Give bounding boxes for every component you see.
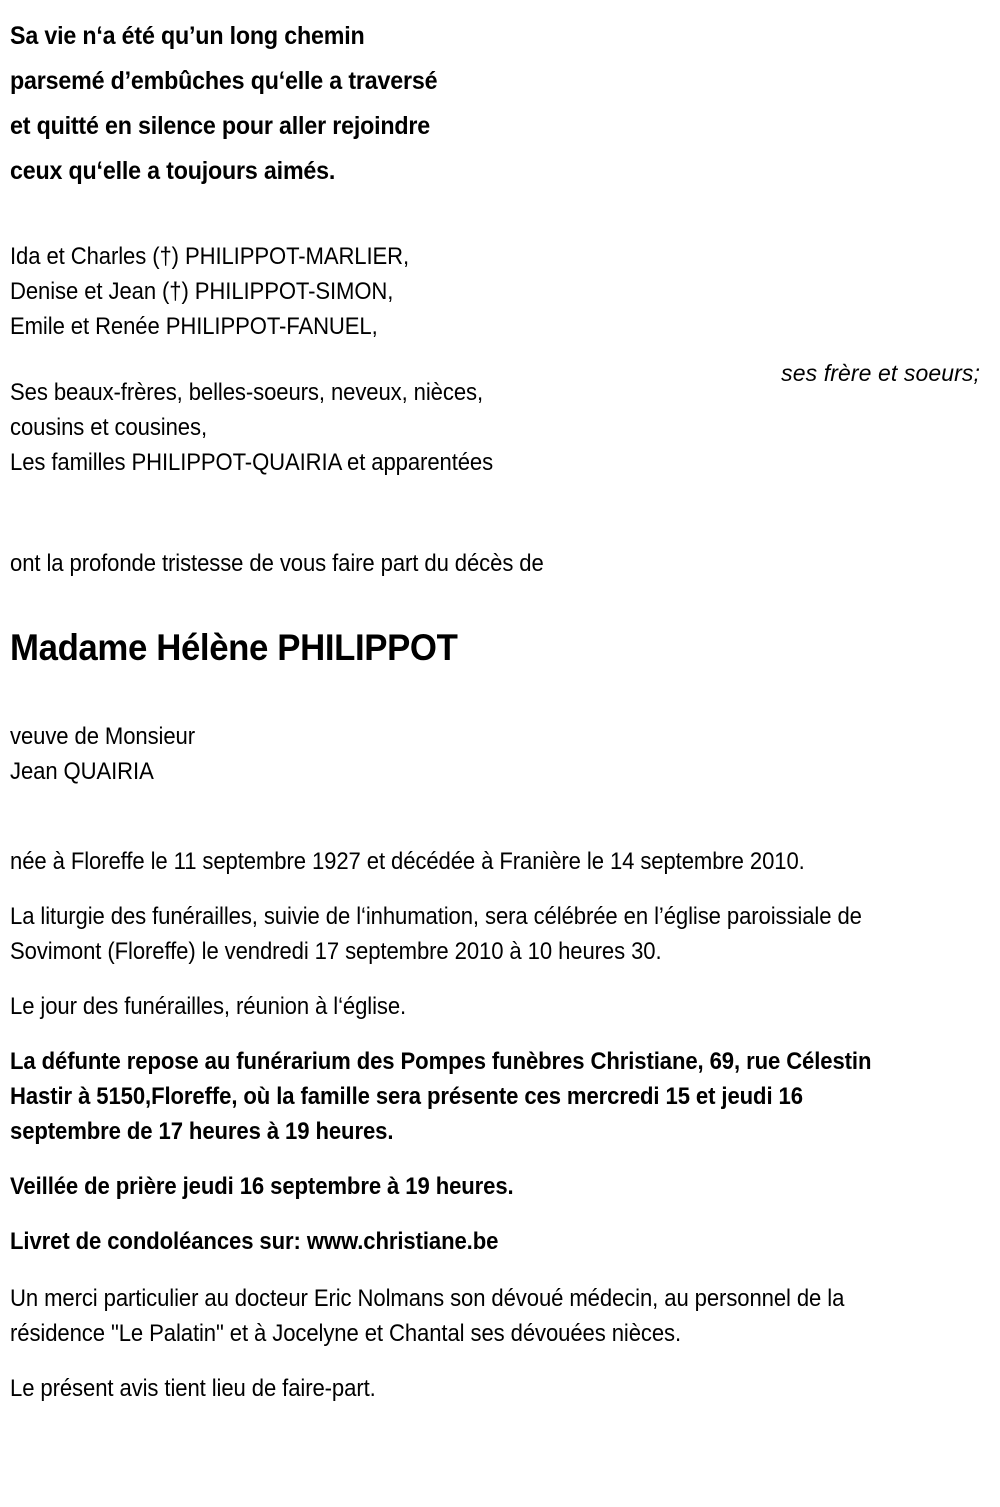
relatives-block — [10, 375, 990, 480]
announcement-block — [10, 546, 990, 581]
relatives-line-3: Les familles PHILIPPOT-QUAIRIA et apparentées — [10, 449, 494, 476]
condolence-book-block — [10, 1224, 990, 1259]
thanks-block — [10, 1281, 990, 1351]
relatives-line-2: cousins et cousines, — [10, 414, 207, 441]
deceased-name-block — [10, 625, 990, 671]
relation-label-siblings: ses frère et soeurs; — [781, 360, 980, 386]
verse-line-2: parsemé d’embûches qu‘elle a traversé — [10, 67, 438, 95]
funerarium-block — [10, 1044, 990, 1149]
liturgy-block — [10, 899, 990, 969]
liturgy-text: La liturgie des funérailles, suivie de l‘inhumation, sera célébrée en l’église paroissiale de Sovimont (Floreffe) le vendredi 17 septembre 2010 à 10 heures 30. — [10, 903, 862, 965]
sibling-line-1: Ida et Charles (†) PHILIPPOT-MARLIER, — [10, 243, 410, 270]
vigil-text: Veillée de prière jeudi 16 septembre à 19 heures. — [10, 1173, 514, 1200]
verse-line-1: Sa vie n‘a été qu’un long chemin — [10, 22, 365, 50]
condolence-book-text[interactable]: Livret de condoléances sur: www.christiane.be — [10, 1228, 499, 1255]
sibling-line-3: Emile et Renée PHILIPPOT-FANUEL, — [10, 313, 378, 340]
thanks-text: Un merci particulier au docteur Eric Nolmans son dévoué médecin, au personnel de la résidence "Le Palatin" et à Jocelyne et Chantal ses dévouées nièces. — [10, 1285, 845, 1347]
verse-line-3: et quitté en silence pour aller rejoindre — [10, 112, 431, 140]
verse-text — [10, 14, 921, 194]
widow-line-1: veuve de Monsieur — [10, 723, 196, 750]
deceased-name: Madame Hélène PHILIPPOT — [10, 627, 458, 668]
funerarium-text: La défunte repose au funérarium des Pompes funèbres Christiane, 69, rue Célestin Hastir à 5150,Floreffe, où la famille sera présente ces mercredi 15 et jeudi 16 septembre de 17 heures à 19 heures. — [10, 1048, 872, 1145]
reunion-text: Le jour des funérailles, réunion à l‘église. — [10, 993, 407, 1020]
widow-line-2: Jean QUAIRIA — [10, 758, 154, 785]
reunion-block — [10, 989, 990, 1024]
relatives-line-1: Ses beaux-frères, belles-soeurs, neveux, nièces, — [10, 379, 484, 406]
vigil-block — [10, 1169, 990, 1204]
birth-death-dates: née à Floreffe le 11 septembre 1927 et décédée à Franière le 14 septembre 2010. — [10, 848, 805, 875]
siblings-block — [10, 239, 990, 386]
closing-block — [10, 1371, 990, 1406]
sibling-line-2: Denise et Jean (†) PHILIPPOT-SIMON, — [10, 278, 394, 305]
verse-line-4: ceux qu‘elle a toujours aimés. — [10, 157, 336, 185]
announcement-text: ont la profonde tristesse de vous faire part du décès de — [10, 550, 544, 577]
widow-block — [10, 719, 990, 789]
closing-text: Le présent avis tient lieu de faire-part. — [10, 1375, 376, 1402]
siblings-list — [10, 239, 990, 344]
dates-block — [10, 844, 990, 879]
verse-block — [10, 14, 990, 194]
